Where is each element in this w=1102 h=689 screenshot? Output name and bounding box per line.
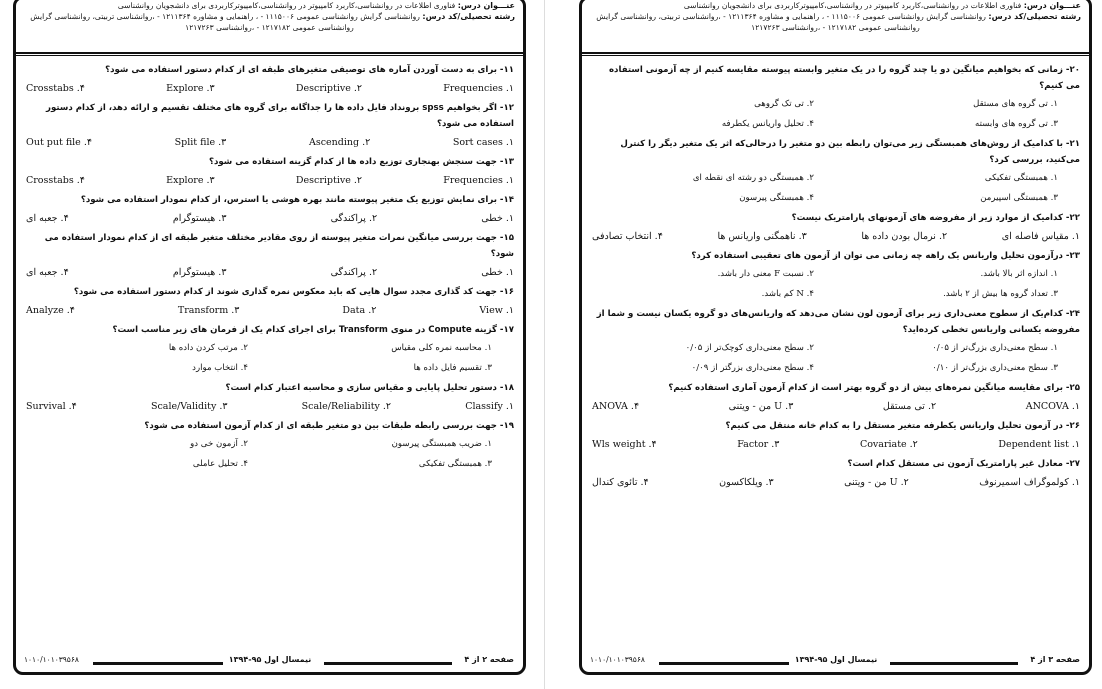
answer-option: Scale/Validity .۳ (150, 401, 228, 412)
question-item (26, 380, 514, 418)
answer-option: ۳. همبستگی تفکیکی (418, 459, 492, 469)
question-item (592, 380, 1080, 418)
course-value: فناوری اطلاعات در روانشناسی،کاربرد کامپیوتر در روانشناسی،کامپیوترکاربردی برای دانشجویان روانشناسی (683, 1, 1022, 10)
question-list (592, 62, 1080, 494)
answer-options (592, 264, 1080, 306)
question-item (592, 210, 1080, 248)
question-text: ۱۶- جهت کد گذاری مجدد سوال هایی که باید معکوس نمره گذاری شوند از کدام دستور استفاده می شود؟ (73, 287, 514, 297)
question-item (592, 418, 1080, 456)
answer-option: ۲. سطح معنی‌داری کوچک‌تر از ۰/۰۵ (685, 343, 814, 353)
answer-option: Descriptive .۲ (295, 83, 362, 94)
question-item (26, 418, 514, 476)
question-item (592, 62, 1080, 136)
answer-option: ۴. انتخاب موارد (192, 363, 248, 373)
answer-option: ۳. تی گروه های وابسته (975, 119, 1058, 129)
answer-option: ۳. همبستگی اسپیرمن (980, 193, 1058, 203)
answer-option: ۲. پراکندگی (330, 267, 378, 278)
question-text: ۱۸- دستور تحلیل پایایی و مقیاس سازی و محاسبه اعتبار کدام است؟ (225, 383, 514, 393)
page-number: صفحه ۳ از ۴ (1030, 655, 1080, 664)
answer-option: ۳. هیستوگرام (172, 213, 227, 224)
answer-option: ۱. تی گروه های مستقل (973, 99, 1058, 109)
answer-option: Crosstabs .۴ (26, 175, 85, 186)
answer-option: Survival .۴ (26, 401, 77, 412)
footer-rule (324, 662, 452, 665)
answer-options (26, 132, 514, 154)
answer-options (26, 396, 514, 418)
question-text: ۲۲- کدامیک از موارد زیر از مفروضه های آزمونهای پارامتریک نیست؟ (791, 213, 1080, 223)
question-item (26, 284, 514, 322)
question-item (26, 100, 514, 154)
answer-option: ۱. اندازه اثر بالا باشد. (980, 269, 1058, 279)
answer-option: Frequencies .۱ (443, 83, 514, 94)
question-text: ۲۰- زمانی که بخواهیم میانگین دو یا چند گروه را در یک متغیر وابسته پیوسته مقایسه کنیم از چه آزمونی استفاده می کنیم؟ (608, 65, 1080, 91)
question-text: ۱۹- جهت بررسی رابطه طبقات بین دو متغیر طبقه ای از کدام آزمون استفاده می شود؟ (144, 421, 514, 431)
answer-option: Transform .۳ (177, 305, 240, 316)
field-label: رشته تحصیلی/کد درس: (422, 12, 515, 21)
answer-option: ۴. سطح معنی‌داری بزرگتر از ۰/۰۹ (691, 363, 814, 373)
answer-options (26, 208, 514, 230)
answer-option: ۴. همبستگی پیرسون (739, 193, 814, 203)
footer-rule (93, 662, 223, 665)
question-item (26, 230, 514, 284)
answer-option: ۲. نرمال بودن داده ها (861, 231, 948, 242)
answer-options (592, 396, 1080, 418)
question-text: ۱۴- برای نمایش توزیع یک متغیر پیوسته مانند بهره هوشی یا استرس، از کدام نمودار استفاده می شود؟ (80, 195, 514, 205)
field-value-cont: روانشناسی عمومی ۱۲۱۷۱۸۲ - ،روانشناسی ۱۲۱۷۲۶۳ (751, 23, 920, 32)
answer-option: Covariate .۲ (859, 439, 918, 450)
answer-options (26, 434, 514, 476)
answer-option: Data .۲ (342, 305, 377, 316)
answer-option: ۳. ویلکاکسون (719, 477, 774, 488)
question-text: ۱۳- جهت سنجش بهنجاری توزیع داده ها از کدام گزینه استفاده می شود؟ (208, 157, 514, 167)
course-label: عنـــوان درس: (457, 1, 515, 10)
course-label: عنـــوان درس: (1023, 1, 1081, 10)
course-value: فناوری اطلاعات در روانشناسی،کاربرد کامپیوتر در روانشناسی،کامپیوترکاربردی برای دانشجویان روانشناسی (117, 1, 456, 10)
question-list (26, 62, 514, 476)
question-text: ۲۷- معادل غیر پارامتریک آزمون تی مستقل کدام است؟ (847, 459, 1080, 469)
question-item (592, 248, 1080, 306)
answer-options (592, 226, 1080, 248)
answer-option: ۱. سطح معنی‌داری بزرگ‌تر از ۰/۰۵ (932, 343, 1058, 353)
answer-option: Analyze .۴ (26, 305, 75, 316)
answer-option: ۲. تی تک گروهی (754, 99, 814, 109)
answer-option: ۲. تی مستقل (882, 401, 937, 412)
answer-options (592, 472, 1080, 494)
answer-option: View .۱ (479, 305, 514, 316)
field-label: رشته تحصیلی/کد درس: (988, 12, 1081, 21)
answer-option: ۳. ناهمگنی واریانس ها (717, 231, 807, 242)
answer-option: Descriptive .۲ (295, 175, 362, 186)
answer-option: ۴. جعبه ای (26, 267, 69, 278)
question-item (26, 62, 514, 100)
semester-label: نیمسال اول ۹۵-۱۳۹۴ (794, 655, 878, 664)
answer-option: ۴. جعبه ای (26, 213, 69, 224)
question-item (592, 136, 1080, 210)
answer-options (26, 262, 514, 284)
header-divider-thin (582, 55, 1089, 56)
question-item (592, 306, 1080, 380)
answer-option: Crosstabs .۴ (26, 83, 85, 94)
answer-option: ۱. ضریب همبستگی پیرسون (391, 439, 492, 449)
exam-page-2 (0, 0, 536, 689)
field-value-cont: روانشناسی عمومی ۱۲۱۷۱۸۲ - ،روانشناسی ۱۲۱۷۲۶۳ (185, 23, 354, 32)
question-item (26, 322, 514, 380)
answer-option: Scale/Reliability .۲ (301, 401, 392, 412)
question-item (592, 456, 1080, 494)
answer-option: ۴. انتخاب تصادفی (592, 231, 663, 242)
answer-options (26, 338, 514, 380)
question-text: ۱۲- اگر بخواهیم spss برونداد فایل داده ها را جداگانه برای گروه های مختلف تقسیم و ارائه دهد، از کدام دستور استفاده می شود؟ (46, 103, 514, 129)
answer-option: ۱. همبستگی تفکیکی (984, 173, 1058, 183)
answer-option: ۲. همبستگی دو رشته ای نقطه ای (692, 173, 814, 183)
answer-option: ۳. سطح معنی‌داری بزرگ‌تر از ۰/۱۰ (932, 363, 1058, 373)
field-value: روانشناسی گرایش روانشناسی عمومی ۱۱۱۵۰۰۶ - ، راهنمایی و مشاوره ۱۲۱۱۳۶۴ - ،روانشناسی تربیتی، روانشناسی گرایش (596, 12, 986, 21)
answer-options (26, 78, 514, 100)
answer-option: Wls weight .۴ (592, 439, 657, 450)
answer-option: Split file .۳ (174, 137, 227, 148)
answer-options (592, 94, 1080, 136)
field-value: روانشناسی گرایش روانشناسی عمومی ۱۱۱۵۰۰۶ - ، راهنمایی و مشاوره ۱۲۱۱۳۶۴ - ،روانشناسی تربیتی، روانشناسی گرایش (30, 12, 420, 21)
answer-option: Ascending .۲ (308, 137, 371, 148)
answer-option: ۱. خطی (481, 213, 514, 224)
question-text: ۱۷- گزینه Compute در منوی Transform برای اجرای کدام یک از فرمان های زیر مناسب است؟ (112, 325, 514, 335)
answer-option: ۴. تائوی کندال (592, 477, 649, 488)
question-text: ۲۶- در آزمون تحلیل واریانس یکطرفه متغیر مستقل را به کدام خانه منتقل می کنیم؟ (725, 421, 1080, 431)
answer-option: ANCOVA .۱ (1025, 401, 1080, 412)
answer-option: ۲. U من - ویتنی (844, 477, 909, 488)
exam-header (16, 0, 523, 52)
answer-option: ۳. هیستوگرام (172, 267, 227, 278)
page-gutter (544, 0, 545, 689)
answer-option: ۳. U من - ویتنی (728, 401, 794, 412)
exam-footer (584, 655, 1088, 671)
question-text: ۲۵- برای مقایسه میانگین نمره‌های بیش از دو گروه بهتر است از کدام آزمون آماری استفاده کنیم؟ (668, 383, 1080, 393)
answer-option: ۱. محاسبه نمره کلی مقیاس (391, 343, 492, 353)
question-text: ۲۱- با کدامیک از روش‌های همبستگی زیر می‌توان رابطه بین دو متغیر را درحالی‌که اثر یک متغیر دیگر را کنترل می‌کنید، بررسی کرد؟ (620, 139, 1080, 165)
answer-option: Explore .۳ (166, 175, 215, 186)
question-text: ۲۳- درآزمون تحلیل واریانس یک راهه چه زمانی می توان از آزمون های تعقیبی استفاده کرد؟ (691, 251, 1080, 261)
question-item (26, 154, 514, 192)
answer-option: ۴. تحلیل واریانس یکطرفه (721, 119, 814, 129)
answer-options (592, 434, 1080, 456)
answer-options (592, 168, 1080, 210)
question-item (26, 192, 514, 230)
page-number: صفحه ۲ از ۴ (464, 655, 514, 664)
answer-options (592, 338, 1080, 380)
question-text: ۲۴- کدام‌یک از سطوح معنی‌داری زیر برای آزمون لون نشان می‌دهد که واریانس‌های دو گروه یکسان نیست و شما از مفروضه یکسانی واریانس تخطی کرده‌اید؟ (596, 309, 1080, 335)
exam-code: ۱۰۱۰/۱۰۱۰۳۹۵۶۸ (24, 655, 79, 664)
answer-option: ۳. تقسیم فایل داده ها (413, 363, 492, 373)
answer-option: ANOVA .۴ (592, 401, 640, 412)
answer-option: Classify .۱ (465, 401, 514, 412)
answer-option: ۱. کولموگراف اسمیرنوف (979, 477, 1080, 488)
exam-page-3 (566, 0, 1102, 689)
answer-option: ۱. خطی (481, 267, 514, 278)
semester-label: نیمسال اول ۹۵-۱۳۹۴ (228, 655, 312, 664)
answer-option: ۲. مرتب کردن داده ها (168, 343, 248, 353)
answer-option: Sort cases .۱ (452, 137, 514, 148)
answer-option: ۲. پراکندگی (330, 213, 378, 224)
answer-option: Explore .۳ (166, 83, 215, 94)
exam-footer (18, 655, 522, 671)
question-text: ۱۵- جهت بررسی میانگین نمرات متغیر پیوسته از روی مقادیر مختلف متغیر طبقه ای از کدام نمودار استفاده می شود؟ (44, 233, 514, 259)
answer-option: Factor .۳ (737, 439, 780, 450)
question-text: ۱۱- برای به دست آوردن آماره های توصیفی متغیرهای طبقه ای از کدام دستور استفاده می شود؟ (105, 65, 514, 75)
answer-option: ۲. نسبت F معنی دار باشد. (717, 269, 814, 279)
answer-options (26, 170, 514, 192)
answer-option: Frequencies .۱ (443, 175, 514, 186)
answer-option: ۴. تحلیل عاملی (192, 459, 248, 469)
header-divider (16, 52, 523, 54)
footer-rule (659, 662, 789, 665)
answer-option: Dependent list .۱ (998, 439, 1080, 450)
answer-option: ۳. تعداد گروه ها بیش از ۲ باشد. (943, 289, 1058, 299)
answer-option: ۱. مقیاس فاصله ای (1001, 231, 1080, 242)
footer-rule (890, 662, 1018, 665)
header-divider (582, 52, 1089, 54)
answer-option: Out put file .۴ (26, 137, 92, 148)
answer-options (26, 300, 514, 322)
exam-header (582, 0, 1089, 52)
answer-option: ۲. آزمون خی دو (190, 439, 248, 449)
answer-option: ۴. N کم باشد. (761, 289, 814, 299)
header-divider-thin (16, 55, 523, 56)
exam-code: ۱۰۱۰/۱۰۱۰۳۹۵۶۸ (590, 655, 645, 664)
